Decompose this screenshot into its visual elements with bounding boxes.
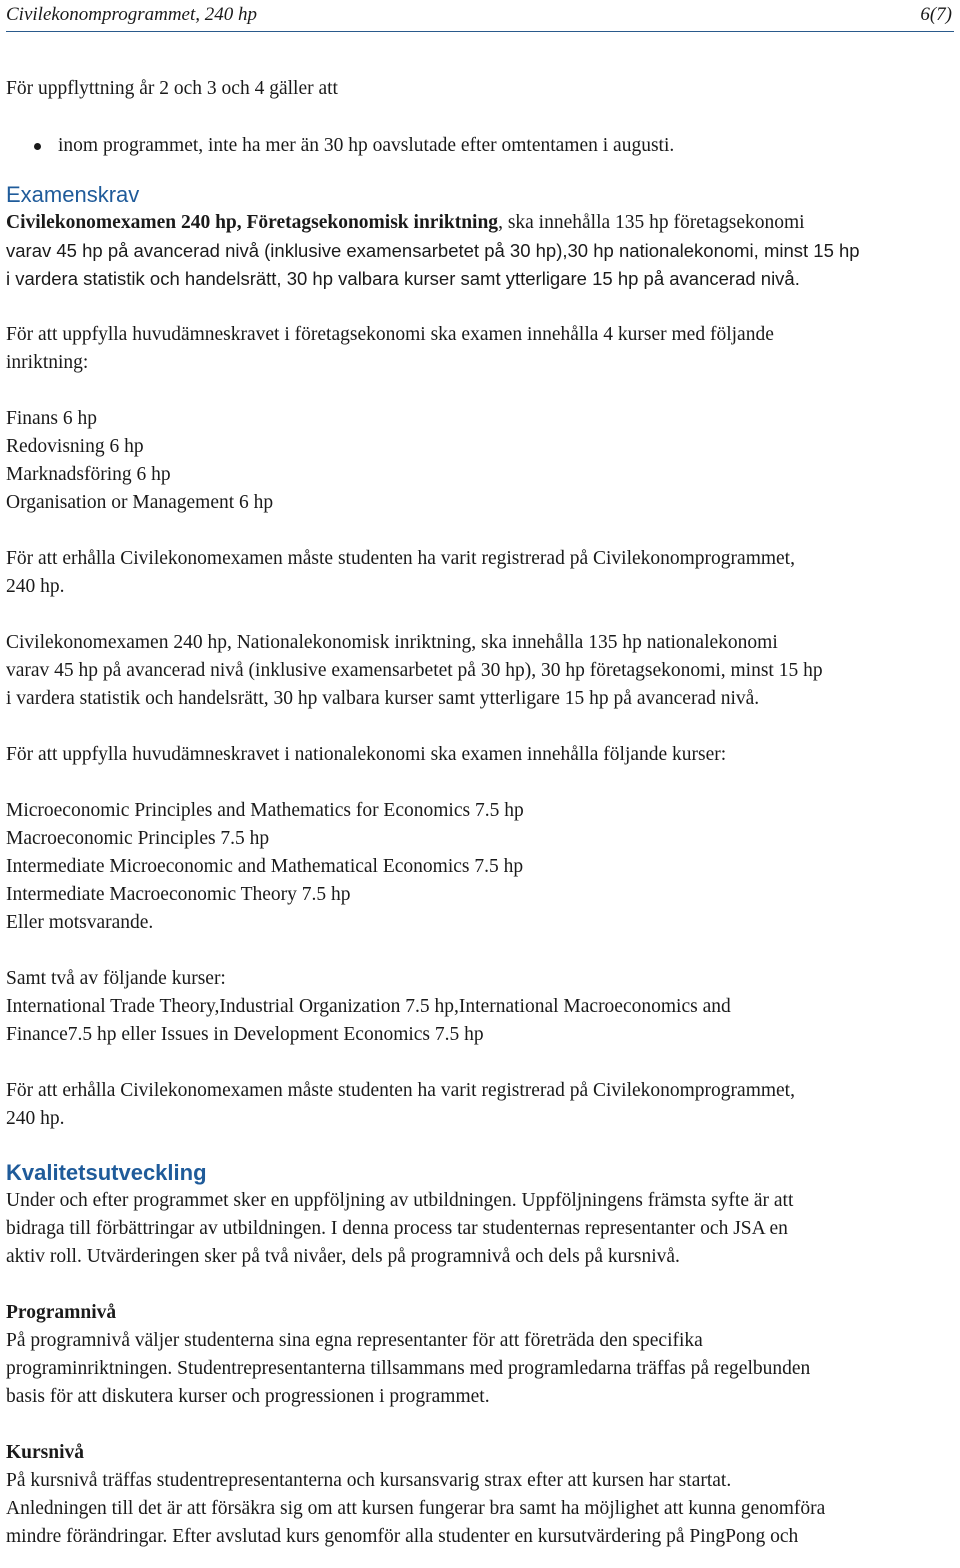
fek-paragraph-line-2: varav 45 hp på avancerad nivå (inklusive examensarbetet på 30 hp),30 hp nationalekonomi, minst 15 hp: [6, 240, 860, 261]
kursniva-line-3: mindre förändringar. Efter avslutad kurs genomför alla studenter en kursutvärdering på PingPong och: [6, 1526, 799, 1547]
bullet-text: inom programmet, inte ha mer än 30 hp oavslutade efter omtentamen i augusti.: [58, 135, 675, 156]
heading-kursniva: Kursnivå: [6, 1442, 85, 1463]
page-number: 6(7): [920, 4, 952, 25]
nek-paragraph-line-3: i vardera statistik och handelsrätt, 30 hp valbara kurser samt ytterligare 15 hp på avancerad nivå.: [6, 688, 760, 709]
course-item: Redovisning 6 hp: [6, 436, 144, 457]
kvalitet-line-1: Under och efter programmet sker en uppföljning av utbildningen. Uppföljningens främsta syfte är att: [6, 1190, 794, 1211]
nek-requirement: För att uppfylla huvudämneskravet i nationalekonomi ska examen innehålla följande kurser:: [6, 744, 727, 765]
fek-registration-line-1: För att erhålla Civilekonomexamen måste studenten ha varit registrerad på Civilekonomprogrammet,: [6, 548, 795, 569]
course-item: Intermediate Macroeconomic Theory 7.5 hp: [6, 884, 351, 905]
nek-elective-line-3: Finance7.5 hp eller Issues in Development Economics 7.5 hp: [6, 1024, 484, 1045]
fek-paragraph-line-1: [6, 209, 954, 237]
nek-registration-line-1: För att erhålla Civilekonomexamen måste studenten ha varit registrerad på Civilekonomprogrammet,: [6, 1080, 795, 1101]
nek-elective-line-2: International Trade Theory,Industrial Organization 7.5 hp,International Macroeconomics and: [6, 996, 731, 1017]
bullet-icon: [34, 143, 41, 150]
fek-line1-rest: , ska innehålla 135 hp företagsekonomi: [498, 212, 805, 233]
fek-requirement-line-1: För att uppfylla huvudämneskravet i företagsekonomi ska examen innehålla 4 kurser med följande: [6, 324, 774, 345]
nek-course-list: [6, 797, 954, 937]
programniva-line-1: På programnivå väljer studenterna sina egna representanter för att företräda den specifika: [6, 1330, 703, 1351]
programniva-line-3: basis för att diskutera kurser och progressionen i programmet.: [6, 1386, 490, 1407]
heading-programniva: Programnivå: [6, 1302, 117, 1323]
course-item: Organisation or Management 6 hp: [6, 492, 274, 513]
course-item: Eller motsvarande.: [6, 912, 154, 933]
kursniva-line-2: Anledningen till det är att försäkra sig om att kursen fungerar bra samt ha möjlighet att kunna genomföra: [6, 1498, 826, 1519]
document-page: [6, 0, 954, 1551]
course-item: Macroeconomic Principles 7.5 hp: [6, 828, 270, 849]
course-item: Microeconomic Principles and Mathematics for Economics 7.5 hp: [6, 800, 524, 821]
fek-paragraph-line-3: i vardera statistik och handelsrätt, 30 hp valbara kurser samt ytterligare 15 hp på avancerad nivå.: [6, 268, 800, 289]
kursniva-line-1: På kursnivå träffas studentrepresentanterna och kursansvarig strax efter att kursen har startat.: [6, 1470, 732, 1491]
fek-course-list: [6, 405, 954, 517]
bullet-list-item: [6, 132, 954, 160]
intro-text: För uppflyttning år 2 och 3 och 4 gäller att: [6, 78, 338, 99]
nek-paragraph-line-2: varav 45 hp på avancerad nivå (inklusive examensarbetet på 30 hp), 30 hp företagsekonomi, minst 15 hp: [6, 660, 823, 681]
heading-examenskrav: Examenskrav: [6, 182, 140, 207]
course-item: Finans 6 hp: [6, 408, 98, 429]
fek-degree-title: Civilekonomexamen 240 hp, Företagsekonomisk inriktning: [6, 212, 499, 233]
programniva-line-2: programinriktningen. Studentrepresentanterna tillsammans med programledarna träffas på regelbunden: [6, 1358, 811, 1379]
nek-registration-line-2: 240 hp.: [6, 1108, 65, 1129]
kvalitet-line-3: aktiv roll. Utvärderingen sker på två nivåer, dels på programnivå och dels på kursnivå.: [6, 1246, 680, 1267]
nek-paragraph-line-1: Civilekonomexamen 240 hp, Nationalekonomisk inriktning, ska innehålla 135 hp nationalekonomi: [6, 632, 778, 653]
header-title: Civilekonomprogrammet, 240 hp: [6, 4, 258, 25]
kvalitet-line-2: bidraga till förbättringar av utbildningen. I denna process tar studenternas representanter och JSA en: [6, 1218, 788, 1239]
heading-kvalitetsutveckling: Kvalitetsutveckling: [6, 1160, 207, 1185]
course-item: Marknadsföring 6 hp: [6, 464, 171, 485]
page-header: [6, 0, 954, 32]
fek-requirement-line-2: inriktning:: [6, 352, 89, 373]
course-item: Intermediate Microeconomic and Mathematical Economics 7.5 hp: [6, 856, 524, 877]
fek-registration-line-2: 240 hp.: [6, 576, 65, 597]
nek-elective-line-1: Samt två av följande kurser:: [6, 968, 226, 989]
